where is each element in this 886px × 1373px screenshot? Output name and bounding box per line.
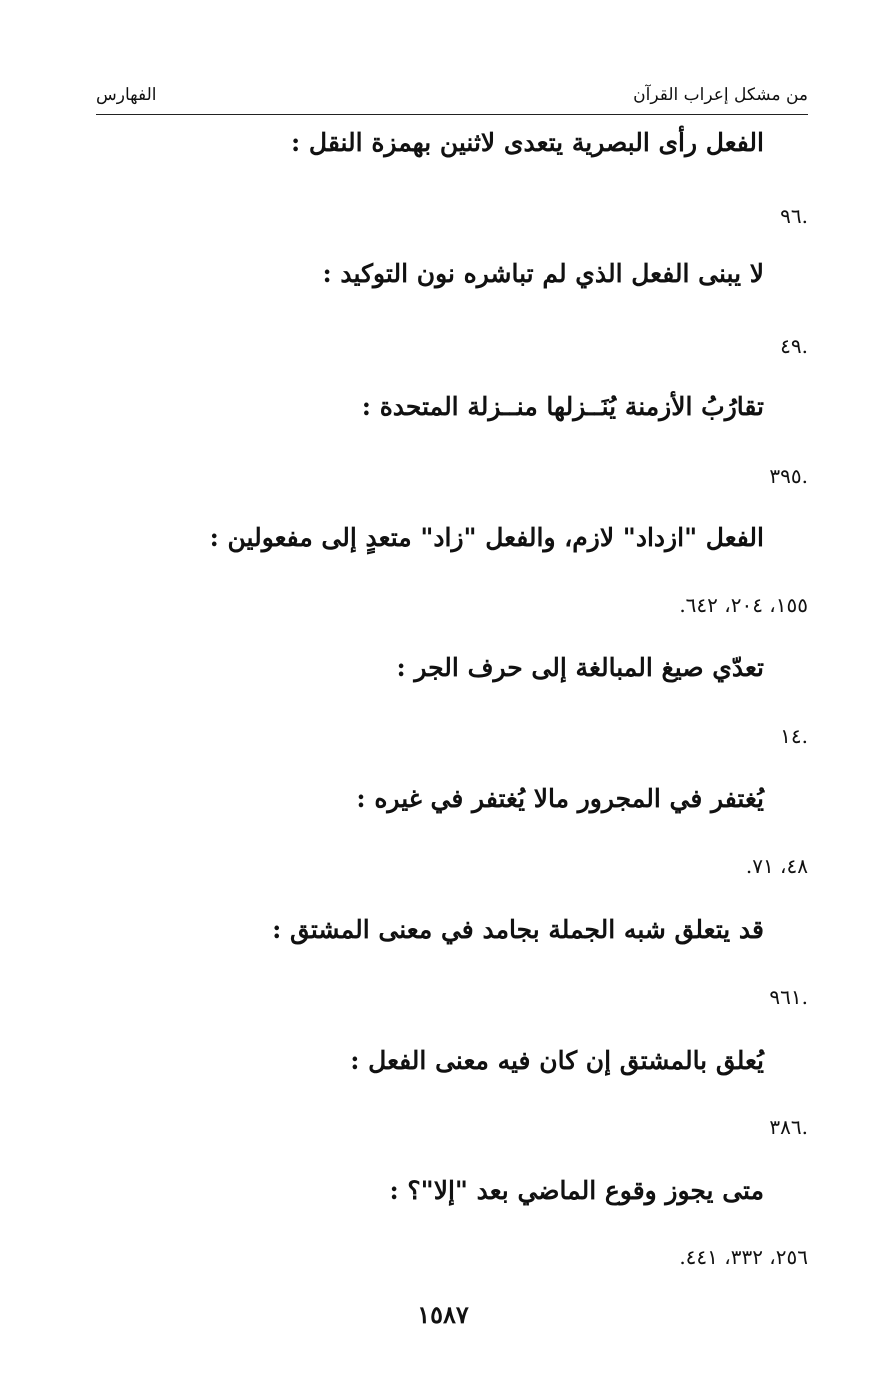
index-page-refs: .٣٩٥ (769, 464, 808, 488)
index-page-refs: .٣٨٦ (769, 1115, 808, 1139)
index-topic: الفعل "ازداد" لازم، والفعل "زاد" متعدٍ إلى مفعولين : (209, 523, 764, 552)
book-title: من مشكل إعراب القرآن (633, 85, 808, 105)
index-topic: يُغتفر في المجرور مالا يُغتفر في غيره : (356, 784, 764, 813)
index-topic: يُعلق بالمشتق إن كان فيه معنى الفعل : (350, 1046, 764, 1075)
page-number: ١٥٨٧ (417, 1300, 469, 1329)
index-page-refs: ٢٥٦، ٣٣٢، ٤٤١. (679, 1245, 808, 1269)
index-topic: تقارُبُ الأزمنة يُنَــزلها منــزلة المتحدة : (361, 392, 764, 421)
index-page-refs: .٩٦١ (769, 985, 808, 1009)
index-topic: الفعل رأى البصرية يتعدى لاثنين بهمزة النقل : (291, 128, 764, 157)
index-entries (96, 0, 808, 1373)
index-page-refs: ١٥٥، ٢٠٤، ٦٤٢. (679, 593, 808, 617)
index-topic: متى يجوز وقوع الماضي بعد "إلا"؟ : (389, 1176, 764, 1205)
index-page-refs: ٤٨، ٧١. (745, 854, 808, 878)
index-topic: تعدّي صيغ المبالغة إلى حرف الجر : (396, 653, 764, 682)
section-title: الفهارس (96, 85, 157, 105)
index-topic: لا يبنى الفعل الذي لم تباشره نون التوكيد : (322, 259, 764, 288)
index-page-refs: .١٤ (780, 724, 808, 748)
index-page-refs: .٤٩ (780, 334, 808, 358)
index-topic: قد يتعلق شبه الجملة بجامد في معنى المشتق : (272, 915, 764, 944)
index-page-refs: .٩٦ (780, 204, 808, 228)
